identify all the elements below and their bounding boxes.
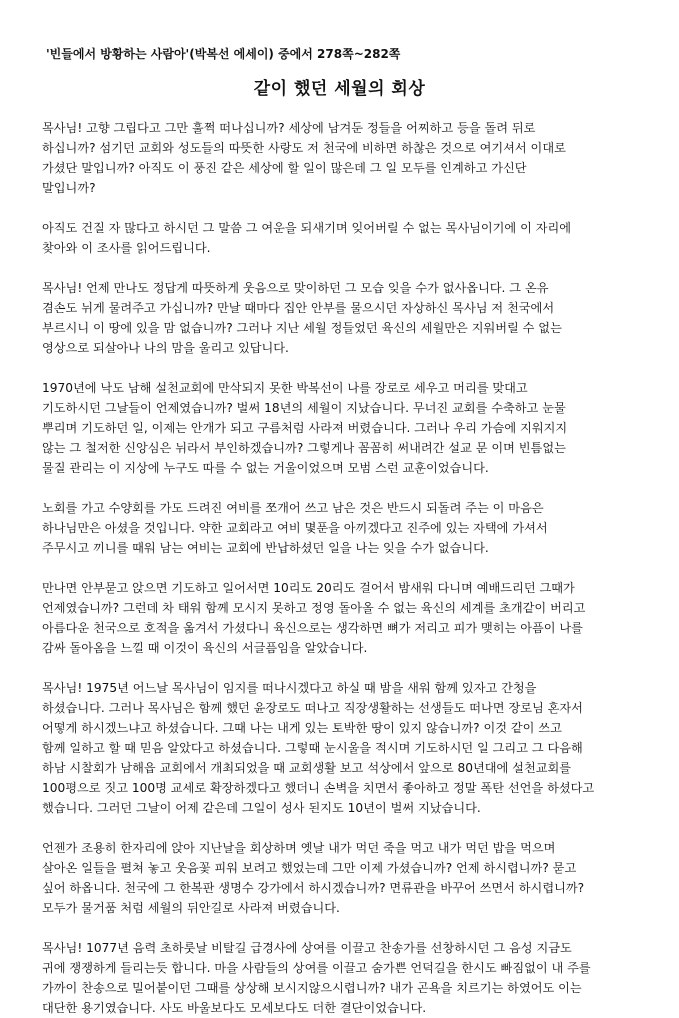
- paragraph: [42, 498, 637, 558]
- text-line: 살아온 일들을 펼쳐 놓고 웃음꽃 피워 보려고 했었는데 그만 이제 가셨습니까? 언제 하시렵니까? 묻고: [42, 861, 577, 875]
- text-line: 함께 일하고 할 때 믿음 알았다고 하셨습니다. 그렇때 눈시울을 적시며 기도하시던 일 그리고 그 다음해: [42, 741, 583, 755]
- text-line: 물질 관리는 이 지상에 누구도 따를 수 없는 거울이었으며 모범 스런 교훈이었습니다.: [42, 461, 489, 475]
- text-line: 하십니까? 섬기던 교회와 성도들의 따뜻한 사랑도 저 천국에 비하면 하찮은 것으로 여기셔서 이대로: [42, 141, 566, 155]
- text-line: 귀에 쟁쟁하게 들리는듯 합니다. 마을 사람들의 상여를 이끌고 숨가쁜 언덕길을 한시도 빠짐없이 내 주를: [42, 961, 591, 975]
- text-line: 말입니까?: [42, 181, 96, 195]
- text-line: 하셨습니다. 그러나 목사님은 함께 했던 윤장로도 떠나고 직장생활하는 선생들도 떠나면 장로님 혼자서: [42, 701, 583, 715]
- paragraph: [42, 278, 637, 358]
- text-line: 부르시니 이 땅에 있을 맘 없습니까? 그러나 지난 세월 정들었던 육신의 세월만은 지워버릴 수 없는: [42, 321, 562, 335]
- text-line: 언제였습니까? 그런데 차 태워 함께 모시지 못하고 정영 돌아올 수 없는 육신의 세계를 초개같이 버리고: [42, 601, 586, 615]
- text-line: 모두가 물거품 처럼 세월의 뒤안길로 사라져 버렸습니다.: [42, 901, 340, 915]
- text-line: 찾아와 이 조사를 읽어드립니다.: [42, 241, 211, 255]
- text-line: 언젠가 조용히 한자리에 앉아 지난날을 회상하며 옛날 내가 먹던 죽을 먹고 내가 먹던 밥을 먹으며: [42, 841, 556, 855]
- paragraph: [42, 218, 637, 258]
- text-line: 겸손도 뉘게 물려주고 가십니까? 만날 때마다 집안 안부를 물으시던 자상하신 목사님 저 천국에서: [42, 301, 555, 315]
- text-line: 어떻게 하시겠느냐고 하셨습니다. 그때 나는 내게 있는 토박한 땅이 있지 않습니까? 이것 같이 쓰고: [42, 721, 562, 735]
- text-line: 영상으로 되살아나 나의 맘을 울리고 있답니다.: [42, 341, 289, 355]
- text-line: 하나님만은 아셨을 것입니다. 약한 교회라고 여비 몇푼을 아끼겠다고 진주에 있는 자택에 가셔서: [42, 521, 548, 535]
- paragraph: [42, 938, 637, 1018]
- text-line: 하남 시찰회가 남해읍 교회에서 개최되었을 때 교회생활 보고 석상에서 앞으로 80년대에 설천교회를: [42, 761, 572, 775]
- paragraph: [42, 678, 637, 818]
- paragraph: [42, 378, 637, 478]
- text-line: 가셨단 말입니까? 아직도 이 풍진 같은 세상에 할 일이 많은데 그 일 모두를 인계하고 가신단: [42, 161, 527, 175]
- text-line: 목사님! 1077년 음력 초하룻날 비탈길 급경사에 상여를 이끌고 찬송가를 선창하시던 그 음성 지금도: [42, 941, 572, 955]
- text-line: 기도하시던 그날들이 언제였습니까? 벌써 18년의 세월이 지났습니다. 무너진 교회를 수축하고 눈물: [42, 401, 566, 415]
- text-line: 대단한 용기였습니다. 사도 바울보다도 모세보다도 더한 결단이었습니다.: [42, 1001, 427, 1015]
- text-line: 했습니다. 그러던 그날이 어제 같은데 그일이 성사 된지도 10년이 벌써 지났습니다.: [42, 801, 481, 815]
- document-body: [42, 118, 637, 1018]
- text-line: 목사님! 언제 만나도 정답게 따뜻하게 웃음으로 맞이하던 그 모습 잊을 수가 없사옵니다. 그 온유: [42, 281, 549, 295]
- text-line: 않는 그 철저한 신앙심은 뉘라서 부인하겠습니까? 그렇게나 꼼꼼히 써내려간 설교 문 이며 빈틈없는: [42, 441, 566, 455]
- paragraph: [42, 118, 637, 198]
- text-line: 아직도 건질 자 많다고 하시던 그 말씀 그 여운을 되새기며 잊어버릴 수 없는 목사님이기에 이 자리에: [42, 221, 572, 235]
- paragraph: [42, 578, 637, 658]
- text-line: 노회를 가고 수양회를 가도 드려진 여비를 쪼개어 쓰고 남은 것은 반드시 되돌려 주는 이 마음은: [42, 501, 544, 515]
- text-line: 싶어 하옵니다. 천국에 그 한복판 생명수 강가에서 하시겠습니까? 면류관을 바꾸어 쓰면서 하시렵니까?: [42, 881, 585, 895]
- text-line: 아름다운 천국으로 호적을 옮겨서 가셨다니 육신으로는 생각하면 뼈가 저리고 피가 맺히는 아픔이 나를: [42, 621, 583, 635]
- text-line: 가까이 찬송으로 밀어붙이던 그때를 상상해 보시지않으시렵니까? 내가 곤욕을 치르기는 하였어도 이는: [42, 981, 582, 995]
- text-line: 감싸 돌아옴을 느낄 때 이것이 육신의 서글픔임을 알았습니다.: [42, 641, 368, 655]
- text-line: 만나면 안부묻고 앉으면 기도하고 일어서면 10리도 20리도 걸어서 밤새워 다니며 예배드리던 그때가: [42, 581, 575, 595]
- source-citation: '빈들에서 방황하는 사람아'(박복선 에세이) 중에서 278쪽~282쪽: [46, 47, 401, 61]
- page-title: 같이 했던 세월의 회상: [253, 79, 426, 99]
- text-line: 목사님! 1975년 어느날 목사님이 임지를 떠나시겠다고 하실 때 밤을 새워 함께 있자고 간청을: [42, 681, 537, 695]
- text-line: 주무시고 끼니를 때워 남는 여비는 교회에 반납하셨던 일을 나는 잊을 수가 없습니다.: [42, 541, 489, 555]
- text-line: 목사님! 고향 그립다고 그만 훌쩍 떠나십니까? 세상에 남겨둔 정들을 어찌하고 등을 돌려 뒤로: [42, 121, 536, 135]
- text-line: 100평으로 짓고 100명 교세로 확장하겠다고 했더니 손벽을 치면서 좋아하고 정말 폭탄 선언을 하셨다고: [42, 781, 595, 795]
- text-line: 1970년에 낙도 남해 설천교회에 만삭되지 못한 박복선이 나를 장로로 세우고 머리를 맞대고: [42, 381, 528, 395]
- paragraph: [42, 838, 637, 918]
- text-line: 뿌리며 기도하던 일, 이제는 안개가 되고 구름처럼 사라져 버렸습니다. 그러나 우리 가슴에 지워지지: [42, 421, 568, 435]
